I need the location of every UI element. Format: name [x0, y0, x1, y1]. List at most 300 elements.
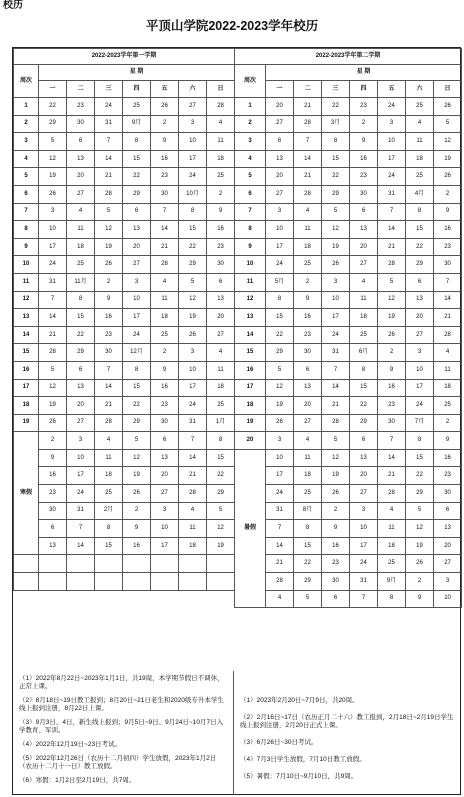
- date-cell: 3: [322, 273, 350, 291]
- date-cell: 5: [294, 590, 322, 608]
- date-cell: 6: [67, 133, 95, 151]
- week-number: 14: [14, 326, 39, 344]
- date-cell: 8: [123, 361, 151, 379]
- week-column-header: 周次: [235, 65, 266, 98]
- date-cell: 20: [207, 309, 235, 327]
- week-number: 11: [14, 273, 39, 291]
- date-cell: 7月: [406, 414, 434, 432]
- date-cell: 5: [95, 203, 123, 221]
- note-item: （1）2023年2月20日~7月9日，共20周。: [240, 697, 359, 704]
- date-cell: 12: [207, 520, 235, 538]
- week-row: [235, 361, 462, 379]
- date-cell: 5: [39, 361, 67, 379]
- date-cell: 5: [434, 115, 462, 133]
- date-cell: 2: [151, 115, 179, 133]
- date-cell: 18: [67, 238, 95, 256]
- date-cell: 29: [294, 573, 322, 591]
- date-cell: 21: [434, 309, 462, 327]
- date-cell: 13: [67, 150, 95, 168]
- week-row: [235, 414, 462, 432]
- week-row: [14, 309, 235, 327]
- note-item: （2）8月18日~19日教工报到；8月20日~21日老生和2020级专升本学生线上报到注册，8月22日上课。: [19, 697, 224, 712]
- date-cell: 16: [95, 309, 123, 327]
- date-cell: 25: [95, 485, 123, 503]
- vacation-label: 暑假: [235, 449, 266, 607]
- date-cell: 17: [179, 379, 207, 397]
- date-cell: 22: [179, 238, 207, 256]
- date-cell: 17: [266, 467, 294, 485]
- date-cell: 9: [151, 361, 179, 379]
- date-cell: 4: [266, 590, 294, 608]
- week-number: 16: [235, 361, 266, 379]
- date-cell: 15: [406, 221, 434, 239]
- page-title: 平顶山学院2022-2023学年校历: [145, 19, 319, 33]
- date-cell: 13: [434, 520, 462, 538]
- date-cell: 17: [123, 309, 151, 327]
- date-cell: 7: [266, 520, 294, 538]
- date-cell: 2: [406, 573, 434, 591]
- vacation-row: [235, 449, 462, 467]
- date-cell: 10月: [179, 185, 207, 203]
- date-cell: 12: [95, 221, 123, 239]
- date-cell: 16: [350, 150, 378, 168]
- date-cell: 15: [294, 537, 322, 555]
- week-number: 10: [14, 256, 39, 274]
- date-cell: 2月: [95, 502, 123, 520]
- date-cell: 17: [322, 309, 350, 327]
- date-cell: 25: [123, 98, 151, 116]
- date-cell: 22: [322, 98, 350, 116]
- date-cell: 19: [322, 467, 350, 485]
- date-cell: 14: [378, 449, 406, 467]
- date-cell: 30: [434, 256, 462, 274]
- date-cell: 22: [322, 168, 350, 186]
- date-cell: 3: [39, 203, 67, 221]
- date-cell: 26: [123, 485, 151, 503]
- week-row: [14, 133, 235, 151]
- date-cell: 19: [406, 537, 434, 555]
- weekday-header: 一: [39, 81, 67, 98]
- date-cell: 30: [294, 344, 322, 362]
- date-cell: 14: [95, 379, 123, 397]
- date-cell: 12: [39, 150, 67, 168]
- empty-cell: [14, 573, 39, 591]
- date-cell: 9: [434, 203, 462, 221]
- date-cell: 26: [39, 185, 67, 203]
- date-cell: 17: [266, 238, 294, 256]
- date-cell: 12: [39, 379, 67, 397]
- vacation-row: [14, 467, 235, 485]
- date-cell: 26: [151, 98, 179, 116]
- date-cell: 11: [67, 221, 95, 239]
- date-cell: 6: [39, 520, 67, 538]
- week-row: [14, 273, 235, 291]
- date-cell: 24: [95, 98, 123, 116]
- date-cell: 15: [266, 309, 294, 327]
- date-cell: 11: [179, 520, 207, 538]
- date-cell: 19: [378, 309, 406, 327]
- date-cell: 27: [67, 414, 95, 432]
- date-cell: 8: [350, 361, 378, 379]
- date-cell: 3: [266, 203, 294, 221]
- week-number: 6: [235, 185, 266, 203]
- vacation-row: [14, 502, 235, 520]
- date-cell: 24: [179, 397, 207, 415]
- date-cell: 5: [207, 502, 235, 520]
- date-cell: 10: [151, 520, 179, 538]
- date-cell: 16: [151, 150, 179, 168]
- date-cell: 22: [207, 467, 235, 485]
- date-cell: 19: [179, 309, 207, 327]
- date-cell: 7: [67, 520, 95, 538]
- empty-cell: [39, 573, 67, 591]
- date-cell: 8: [322, 133, 350, 151]
- week-number: 2: [14, 115, 39, 133]
- weekday-header: 一: [266, 81, 294, 98]
- date-cell: 30: [434, 485, 462, 503]
- weekday-header: 四: [123, 81, 151, 98]
- date-cell: 12: [322, 221, 350, 239]
- week-number: 16: [14, 361, 39, 379]
- date-cell: 23: [95, 326, 123, 344]
- date-cell: 23: [350, 98, 378, 116]
- date-cell: 28: [207, 98, 235, 116]
- date-cell: 16: [207, 221, 235, 239]
- week-row: [14, 414, 235, 432]
- date-cell: 5月: [266, 273, 294, 291]
- empty-cell: [67, 555, 95, 573]
- date-cell: 15: [95, 537, 123, 555]
- week-number: 13: [235, 309, 266, 327]
- date-cell: 29: [39, 115, 67, 133]
- date-cell: 12: [406, 520, 434, 538]
- date-cell: 22: [294, 555, 322, 573]
- note-item: （4）7月3日学生放假，7月10日教工放假。: [240, 756, 366, 763]
- date-cell: 21: [151, 238, 179, 256]
- date-cell: 20: [123, 238, 151, 256]
- date-cell: 9月: [123, 115, 151, 133]
- empty-cell: [123, 573, 151, 591]
- date-cell: 21: [39, 326, 67, 344]
- date-cell: 9: [434, 432, 462, 450]
- week-number: 13: [14, 309, 39, 327]
- note-item: （6）寒假：1月2日至2月19日，共7周。: [19, 777, 136, 784]
- page-header-label: 校历: [3, 0, 23, 11]
- week-number: 19: [14, 414, 39, 432]
- week-row: [235, 115, 462, 133]
- week-number: 15: [235, 344, 266, 362]
- date-cell: 29: [123, 185, 151, 203]
- date-cell: 11: [207, 133, 235, 151]
- vacation-row: [14, 449, 235, 467]
- date-cell: 6: [123, 203, 151, 221]
- date-cell: 25: [378, 555, 406, 573]
- date-cell: 3: [434, 573, 462, 591]
- date-cell: 25: [294, 256, 322, 274]
- date-cell: 23: [434, 238, 462, 256]
- week-number: 7: [14, 203, 39, 221]
- week-row: [235, 309, 462, 327]
- date-cell: 14: [266, 537, 294, 555]
- date-cell: 30: [151, 185, 179, 203]
- week-row: [235, 397, 462, 415]
- week-number: 4: [235, 150, 266, 168]
- date-cell: 23: [151, 397, 179, 415]
- date-cell: 19: [434, 150, 462, 168]
- date-cell: 7: [39, 291, 67, 309]
- date-cell: 27: [266, 185, 294, 203]
- date-cell: 17: [350, 537, 378, 555]
- week-row: [14, 379, 235, 397]
- date-cell: 20: [266, 98, 294, 116]
- date-cell: 20: [294, 397, 322, 415]
- vacation-row: [14, 485, 235, 503]
- date-cell: 7: [350, 590, 378, 608]
- date-cell: 24: [67, 485, 95, 503]
- date-cell: 3: [266, 432, 294, 450]
- date-cell: 2: [151, 344, 179, 362]
- vacation-row: [235, 520, 462, 538]
- date-cell: 13: [67, 379, 95, 397]
- empty-cell: [207, 573, 235, 591]
- week-number: 8: [14, 221, 39, 239]
- date-cell: 22: [350, 397, 378, 415]
- week-number: 5: [14, 168, 39, 186]
- date-cell: 28: [179, 485, 207, 503]
- date-cell: 28: [322, 414, 350, 432]
- empty-cell: [123, 555, 151, 573]
- date-cell: 30: [151, 414, 179, 432]
- date-cell: 9: [322, 520, 350, 538]
- date-cell: 4: [294, 432, 322, 450]
- date-cell: 28: [266, 573, 294, 591]
- date-cell: 28: [378, 256, 406, 274]
- date-cell: 10: [123, 291, 151, 309]
- note-item: （2）2月16日~17日（农历正月二十六）教工报到，2月18日~2月19日学生线上报到注册，2月20日正式上课。: [240, 714, 454, 729]
- date-cell: 17: [378, 150, 406, 168]
- date-cell: 4: [207, 344, 235, 362]
- date-cell: 21: [378, 238, 406, 256]
- week-number: 14: [235, 326, 266, 344]
- date-cell: 14: [67, 537, 95, 555]
- vacation-row: [235, 467, 462, 485]
- date-cell: 23: [67, 98, 95, 116]
- week-number: 12: [14, 291, 39, 309]
- date-cell: 26: [322, 256, 350, 274]
- date-cell: 10: [179, 133, 207, 151]
- week-column-header: 周次: [14, 65, 39, 98]
- week-row: [235, 326, 462, 344]
- date-cell: 18: [179, 537, 207, 555]
- date-cell: 2: [95, 273, 123, 291]
- date-cell: 4: [378, 502, 406, 520]
- date-cell: 25: [350, 326, 378, 344]
- date-cell: 23: [39, 485, 67, 503]
- date-cell: 23: [294, 326, 322, 344]
- weekday-header: 六: [406, 81, 434, 98]
- date-cell: 4: [95, 432, 123, 450]
- date-cell: 21: [266, 555, 294, 573]
- semester-title: 2022-2023学年第二学期: [235, 49, 462, 65]
- date-cell: 31: [179, 414, 207, 432]
- date-cell: 24: [322, 326, 350, 344]
- week-number: 2: [235, 115, 266, 133]
- date-cell: 28: [378, 485, 406, 503]
- week-row: [14, 256, 235, 274]
- date-cell: 17: [67, 467, 95, 485]
- date-cell: 14: [322, 379, 350, 397]
- date-cell: 15: [123, 150, 151, 168]
- date-cell: 8: [179, 203, 207, 221]
- date-cell: 12: [179, 291, 207, 309]
- date-cell: 26: [39, 414, 67, 432]
- date-cell: 16: [322, 537, 350, 555]
- week-number: 6: [14, 185, 39, 203]
- date-cell: 9: [406, 590, 434, 608]
- date-cell: 30: [378, 414, 406, 432]
- date-cell: 8: [207, 432, 235, 450]
- date-cell: 20: [406, 309, 434, 327]
- date-cell: 10: [67, 449, 95, 467]
- date-cell: 22: [123, 168, 151, 186]
- date-cell: 21: [294, 168, 322, 186]
- date-cell: 24: [266, 485, 294, 503]
- date-cell: 20: [266, 168, 294, 186]
- date-cell: 9: [123, 520, 151, 538]
- week-number: 3: [235, 133, 266, 151]
- date-cell: 15: [179, 221, 207, 239]
- date-cell: 15: [322, 150, 350, 168]
- weekday-header: 日: [207, 81, 235, 98]
- date-cell: 22: [406, 238, 434, 256]
- week-row: [235, 150, 462, 168]
- date-cell: 8: [95, 520, 123, 538]
- date-cell: 12: [123, 449, 151, 467]
- date-cell: 29: [123, 414, 151, 432]
- date-cell: 28: [39, 344, 67, 362]
- date-cell: 21: [95, 168, 123, 186]
- date-cell: 9: [350, 133, 378, 151]
- date-cell: 15: [123, 379, 151, 397]
- date-cell: 23: [378, 397, 406, 415]
- date-cell: 30: [207, 256, 235, 274]
- note-item: （3）9月3日、4日，新生线上报到；9月5日~9日、9月24日~10月7日入学教育、军训。: [19, 719, 224, 734]
- week-row: [14, 115, 235, 133]
- date-cell: 3月: [322, 115, 350, 133]
- vacation-row: [14, 537, 235, 555]
- date-cell: 8: [406, 432, 434, 450]
- date-cell: 10: [350, 520, 378, 538]
- empty-cell: [151, 573, 179, 591]
- date-cell: 3: [406, 344, 434, 362]
- date-cell: 31: [378, 185, 406, 203]
- week-number: 1: [14, 98, 39, 116]
- date-cell: 27: [151, 485, 179, 503]
- date-cell: 11月: [67, 273, 95, 291]
- week-number: 19: [235, 414, 266, 432]
- week-row: [235, 256, 462, 274]
- date-cell: 6月: [350, 344, 378, 362]
- date-cell: 7: [434, 273, 462, 291]
- date-cell: 2: [434, 185, 462, 203]
- date-cell: 29: [406, 256, 434, 274]
- date-cell: 12: [266, 379, 294, 397]
- date-cell: 11: [294, 221, 322, 239]
- date-cell: 19: [39, 397, 67, 415]
- date-cell: 12: [434, 133, 462, 151]
- week-row: [14, 397, 235, 415]
- date-cell: 16: [39, 467, 67, 485]
- weekday-header: 三: [322, 81, 350, 98]
- week-row: [235, 203, 462, 221]
- vacation-row: [14, 520, 235, 538]
- date-cell: 26: [434, 168, 462, 186]
- vacation-row: [235, 502, 462, 520]
- semester-1-notes: [13, 671, 234, 795]
- date-cell: 17: [151, 537, 179, 555]
- date-cell: 10: [434, 590, 462, 608]
- date-cell: 3: [151, 502, 179, 520]
- empty-cell: [14, 555, 39, 573]
- date-cell: 29: [406, 485, 434, 503]
- date-cell: 22: [39, 98, 67, 116]
- vacation-row: [14, 432, 235, 450]
- date-cell: 16: [151, 379, 179, 397]
- week-row: [235, 344, 462, 362]
- date-cell: 18: [95, 467, 123, 485]
- week-number: 20: [235, 432, 266, 450]
- week-number: 12: [235, 291, 266, 309]
- date-cell: 9: [207, 203, 235, 221]
- date-cell: 2: [350, 115, 378, 133]
- date-cell: 13: [207, 291, 235, 309]
- date-cell: 16: [294, 309, 322, 327]
- date-cell: 24: [123, 326, 151, 344]
- date-cell: 29: [207, 485, 235, 503]
- week-row: [14, 98, 235, 116]
- date-cell: 11: [434, 361, 462, 379]
- date-cell: 8: [123, 133, 151, 151]
- date-cell: 24: [350, 555, 378, 573]
- date-cell: 28: [95, 185, 123, 203]
- date-cell: 27: [266, 115, 294, 133]
- date-cell: 11: [151, 291, 179, 309]
- week-row: [14, 203, 235, 221]
- semester-title: 2022-2023学年第一学期: [14, 49, 235, 65]
- week-number: 15: [14, 344, 39, 362]
- date-cell: 8: [67, 291, 95, 309]
- week-number: 7: [235, 203, 266, 221]
- date-cell: 14: [378, 221, 406, 239]
- date-cell: 27: [350, 485, 378, 503]
- date-cell: 24: [378, 168, 406, 186]
- date-cell: 24: [266, 256, 294, 274]
- date-cell: 3: [378, 115, 406, 133]
- date-cell: 26: [434, 98, 462, 116]
- date-cell: 4: [179, 502, 207, 520]
- date-cell: 23: [322, 555, 350, 573]
- date-cell: 5: [179, 273, 207, 291]
- date-cell: 26: [266, 414, 294, 432]
- date-cell: 25: [294, 485, 322, 503]
- date-cell: 5: [266, 361, 294, 379]
- semester-2-panel: [234, 48, 462, 608]
- date-cell: 6: [434, 502, 462, 520]
- date-cell: 12: [378, 291, 406, 309]
- empty-cell: [67, 573, 95, 591]
- date-cell: 30: [322, 573, 350, 591]
- date-cell: 7: [378, 203, 406, 221]
